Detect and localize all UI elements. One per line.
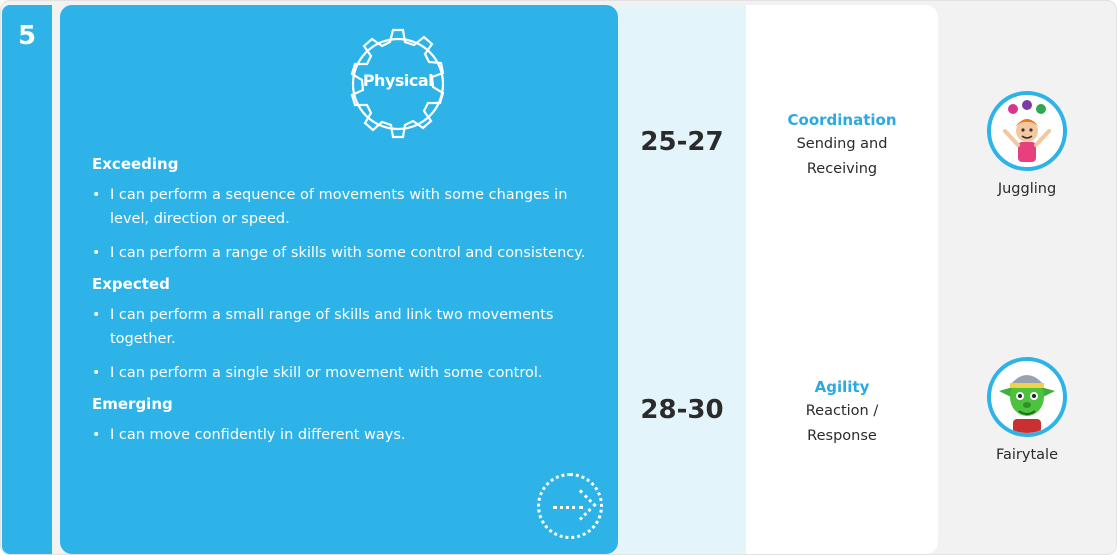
skill-subtitle: Reaction / — [805, 403, 879, 419]
activity-label: Juggling — [997, 181, 1057, 197]
skill-title: Agility — [814, 378, 870, 396]
focus-label: Physical — [362, 71, 434, 90]
level-number: 5 — [17, 21, 37, 51]
criteria-list — [92, 155, 602, 457]
list-item: • I can move confidently in different ways. — [92, 423, 602, 447]
goblin-icon — [987, 357, 1067, 437]
list-item: • I can perform a small range of skills and link two movements together. — [92, 303, 602, 351]
section-heading-exceeding: Exceeding — [92, 155, 179, 173]
score-range-1: 25-27 — [640, 127, 724, 157]
physical-panel — [60, 5, 618, 554]
skill-coordination[interactable] — [746, 108, 938, 182]
skill-title: Coordination — [787, 111, 897, 129]
skill-column — [746, 5, 938, 554]
next-arrow-button[interactable] — [537, 473, 603, 539]
score-column — [618, 5, 746, 554]
expected-list — [92, 303, 602, 385]
juggler-icon — [987, 91, 1067, 171]
arrow-head-icon — [565, 489, 596, 520]
skill-subtitle: Response — [807, 428, 877, 444]
skill-subtitle: Sending and — [796, 136, 888, 152]
level-number-strip — [2, 5, 52, 554]
score-range-2: 28-30 — [640, 395, 724, 425]
activity-fairytale[interactable] — [938, 357, 1116, 463]
skill-subtitle: Receiving — [806, 161, 878, 177]
section-heading-emerging: Emerging — [92, 395, 173, 413]
activity-label: Fairytale — [996, 447, 1058, 463]
exceeding-list — [92, 183, 602, 265]
skill-agility[interactable] — [746, 375, 938, 449]
list-item: • I can perform a single skill or movement with some control. — [92, 361, 602, 385]
activity-column — [938, 5, 1116, 554]
list-item: • I can perform a range of skills with some control and consistency. — [92, 241, 602, 265]
section-heading-expected: Expected — [92, 275, 170, 293]
list-item: • I can perform a sequence of movements with some changes in level, direction or speed. — [92, 183, 602, 231]
activity-juggling[interactable] — [938, 91, 1116, 197]
emerging-list — [92, 423, 602, 447]
